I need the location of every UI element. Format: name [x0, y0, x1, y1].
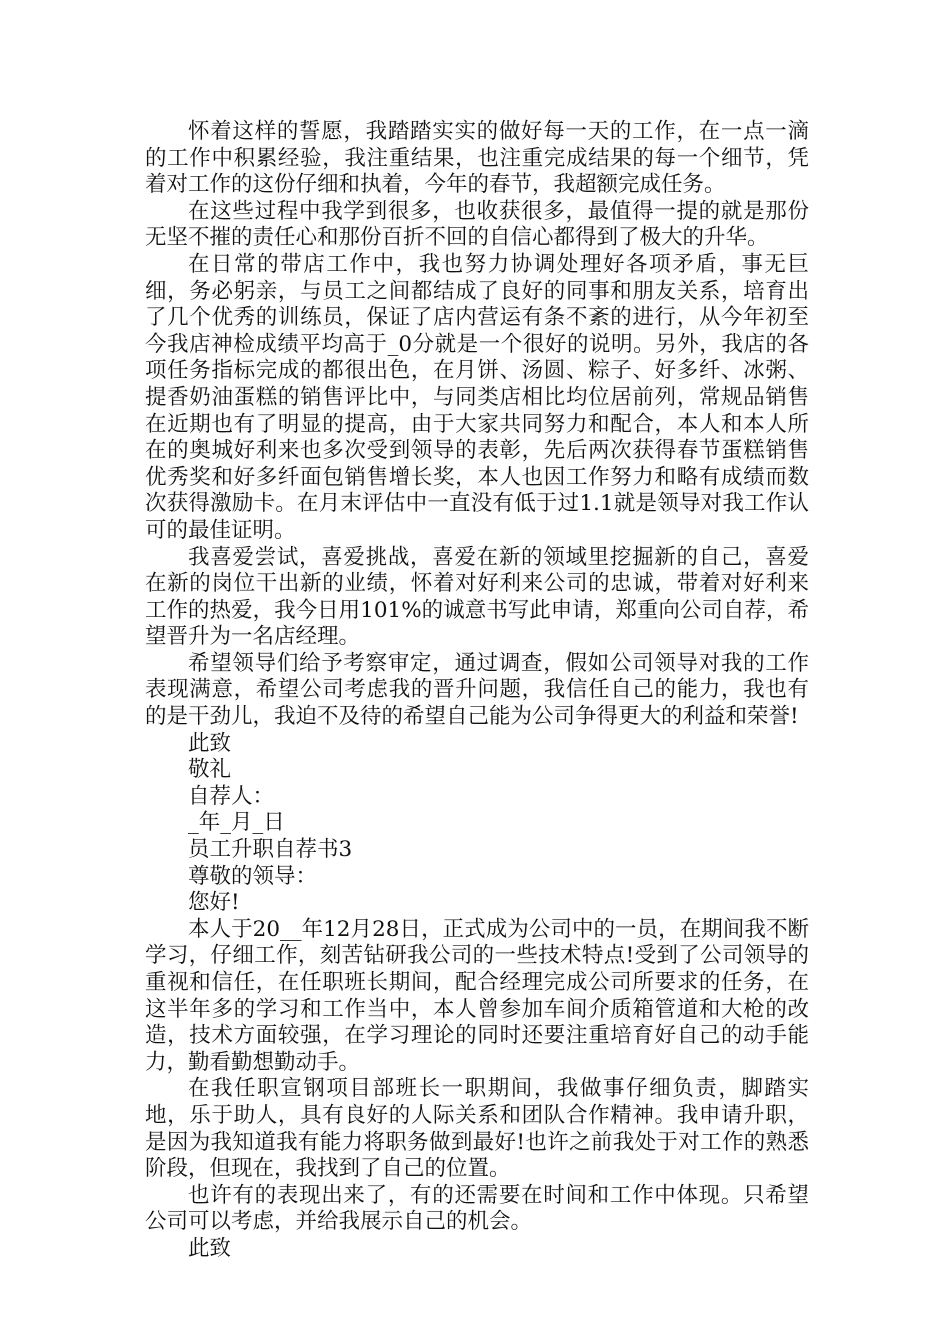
paragraph-joined-company: 本人于20__年12月28日，正式成为公司中的一员，在期间我不断学习，仔细工作，刻苦钻研我公司的一些技术特点!受到了公司领导的重视和信任，在任职班长期间，配合经理完成公司所要求的任务，在这半年多的学习和工作当中，本人曾参加车间介质箱管道和大枪的改造，技术方面较强，在学习理论的同时还要注重培育好自己的动手能力，勤看勤想勤动手。	[145, 916, 809, 1075]
paragraph-vow: 怀着这样的誓愿，我踏踏实实的做好每一天的工作，在一点一滴的工作中积累经验，我注重结果，也注重完成结果的每一个细节，凭着对工作的这份仔细和执着，今年的春节，我超额完成任务。	[145, 119, 809, 198]
closing-regards: 敬礼	[188, 757, 232, 783]
paragraph-hope: 希望领导们给予考察审定，通过调查，假如公司领导对我的工作表现满意，希望公司考虑我的晋升问题，我信任自己的能力，我也有的是干劲儿，我迫不及待的希望自己能为公司争得更大的利益和荣誉!	[145, 650, 809, 730]
greeting-hello: 您好!	[188, 890, 240, 916]
paragraph-store-work: 在日常的带店工作中，我也努力协调处理好各项矛盾，事无巨细，务必躬亲，与员工之间都结成了良好的同事和朋友关系，培育出了几个优秀的训练员，保证了店内营运有条不紊的进行，从今年初至今我店神检成绩平均高于_0分就是一个很好的说明。另外，我店的各项任务指标完成的都很出色，在月饼、汤圆、粽子、好多纤、冰粥、提香奶油蛋糕的销售评比中，与同类店相比均位居前列，常规品销售在近期也有了明显的提高，由于大家共同努力和配合，本人和本人所在的奥城好利来也多次受到领导的表彰，先后两次获得春节蛋糕销售优秀奖和好多纤面包销售增长奖，本人也因工作努力和略有成绩而数次获得激励卡。在月末评估中一直没有低于过1.1就是领导对我工作认可的最佳证明。	[145, 251, 809, 543]
final-salute: 此致	[188, 1235, 232, 1261]
closing-salute: 此致	[188, 730, 232, 756]
greeting-recipient: 尊敬的领导：	[188, 863, 318, 889]
document-body	[145, 119, 809, 1263]
paragraph-self-recommend: 我喜爱尝试，喜爱挑战，喜爱在新的领域里挖掘新的自己，喜爱在新的岗位干出新的业绩，怀着对好利来公司的忠诚，带着对好利来工作的热爱，我今日用101%的诚意书写此申请，郑重向公司自荐，希望晋升为一名店经理。	[145, 544, 809, 650]
date-line: _年_月_日	[188, 810, 285, 836]
section-title: 员工升职自荐书3	[188, 837, 353, 863]
signature-label: 自荐人：	[188, 783, 275, 809]
paragraph-team-lead: 在我任职宣钢项目部班长一职期间，我做事仔细负责，脚踏实地，乐于助人，具有良好的人际关系和团队合作精神。我申请升职，是因为我知道我有能力将职务做到最好!也许之前我处于对工作的熟悉阶段，但现在，我找到了自己的位置。	[145, 1076, 809, 1182]
paragraph-opportunity: 也许有的表现出来了，有的还需要在时间和工作中体现。只希望公司可以考虑，并给我展示自己的机会。	[145, 1182, 809, 1235]
paragraph-growth: 在这些过程中我学到很多，也收获很多，最值得一提的就是那份无坚不摧的责任心和那份百折不回的自信心都得到了极大的升华。	[145, 198, 809, 251]
